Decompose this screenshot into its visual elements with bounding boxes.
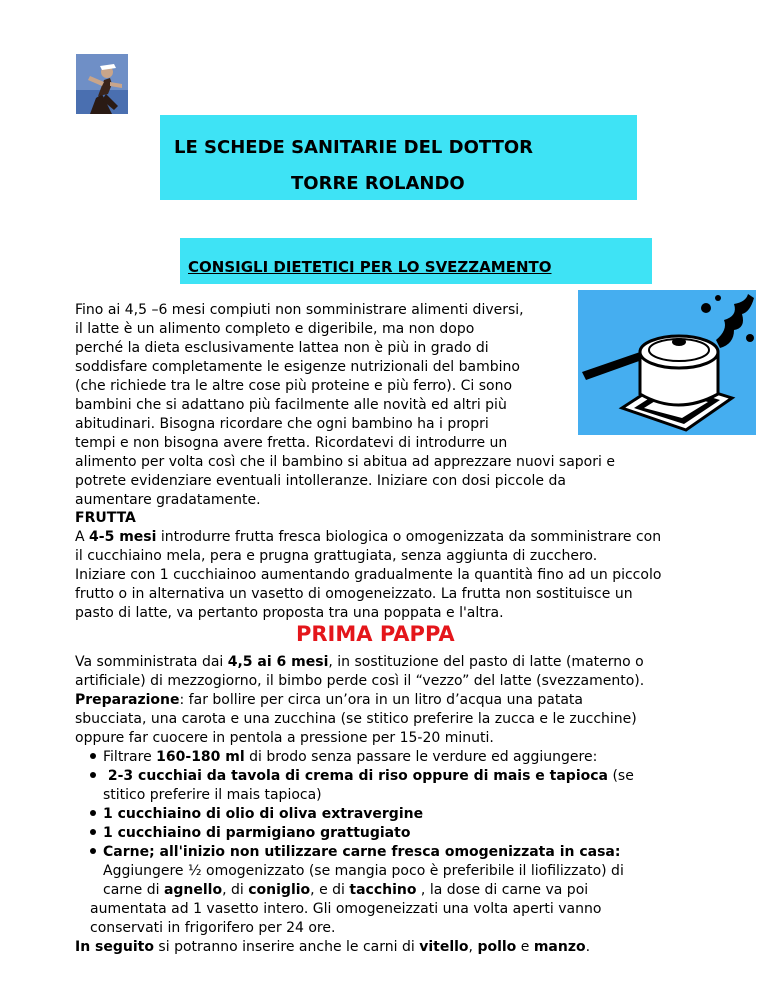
title-box — [160, 115, 637, 200]
intro-line: tempi e non bisogna avere fretta. Ricordatevi di introdurre un — [75, 435, 508, 451]
bullet-icon — [90, 810, 96, 816]
intro-line: aumentare gradatamente. — [75, 492, 261, 508]
intro-line: il latte è un alimento completo e digeribile, ma non dopo — [75, 321, 475, 337]
pappa-line: Preparazione: far bollire per circa un’ora in un litro d’acqua una patata — [75, 692, 583, 708]
intro-line: soddisfare completamente le esigenze nutrizionali del bambino — [75, 359, 520, 375]
pappa-line: oppure far cuocere in pentola a pressione per 15-20 minuti. — [75, 730, 494, 746]
intro-line: (che richiede tra le altre cose più proteine e più ferro). Ci sono — [75, 378, 513, 394]
intro-line: Fino ai 4,5 –6 mesi compiuti non somministrare alimenti diversi, — [75, 302, 524, 318]
bullet-icon — [90, 829, 96, 835]
subtitle-box — [180, 238, 652, 284]
intro-line: bambini che si adattano più facilmente alle novità ed altri più — [75, 397, 507, 413]
bullet-icon — [90, 772, 96, 778]
subtitle: CONSIGLI DIETETICI PER LO SVEZZAMENTO — [188, 258, 552, 276]
section-heading-prima-pappa: PRIMA PAPPA — [296, 622, 455, 646]
frutta-line: Iniziare con 1 cucchiainoo aumentando gradualmente la quantità fino ad un piccolo — [75, 567, 662, 583]
bullet-icon — [90, 753, 96, 759]
list-item-continuation: stitico preferire il mais tapioca) — [103, 787, 322, 803]
list-item: Carne; all'inizio non utilizzare carne fresca omogenizzata in casa: — [90, 843, 620, 862]
frutta-line: pasto di latte, va pertanto proposta tra una poppata e l'altra. — [75, 605, 504, 621]
list-item: 2-3 cucchiai da tavola di crema di riso oppure di mais e tapioca (se — [90, 767, 634, 786]
intro-line: alimento per volta così che il bambino si abitua ad apprezzare nuovi sapori e — [75, 454, 615, 470]
list-item-continuation: conservati in frigorifero per 24 ore. — [90, 920, 336, 936]
frutta-line: il cucchiaino mela, pera e prugna grattugiata, senza aggiunta di zucchero. — [75, 548, 598, 564]
list-item: Filtrare 160-180 ml di brodo senza passare le verdure ed aggiungere: — [90, 748, 597, 767]
list-item-continuation: carne di agnello, di coniglio, e di tacchino , la dose di carne va poi — [103, 882, 589, 898]
section-heading-frutta: FRUTTA — [75, 510, 136, 526]
frutta-line: frutto o in alternativa un vasetto di omogeneizzato. La frutta non sostituisce un — [75, 586, 633, 602]
list-item: 1 cucchiaino di olio di oliva extravergine — [90, 805, 423, 824]
intro-line: potrete evidenziare eventuali intolleranze. Iniziare con dosi piccole da — [75, 473, 566, 489]
frutta-line: A 4-5 mesi introdurre frutta fresca biologica o omogenizzata da somministrare con — [75, 529, 662, 545]
intro-line: perché la dieta esclusivamente lattea non è più in grado di — [75, 340, 489, 356]
bullet-icon — [90, 848, 96, 854]
logo-image — [76, 54, 128, 114]
page-title-line2: TORRE ROLANDO — [291, 173, 465, 194]
cooking-pot-image — [578, 290, 756, 435]
pappa-line: sbucciata, una carota e una zucchina (se stitico preferire la zucca e le zucchine) — [75, 711, 637, 727]
list-item-continuation: Aggiungere ½ omogenizzato (se mangia poco è preferibile il liofilizzato) di — [103, 863, 624, 879]
list-item: 1 cucchiaino di parmigiano grattugiato — [90, 824, 410, 843]
page-title-line1: LE SCHEDE SANITARIE DEL DOTTOR — [174, 137, 534, 158]
list-item-continuation: aumentata ad 1 vasetto intero. Gli omogeneizzati una volta aperti vanno — [90, 901, 602, 917]
intro-line: abitudinari. Bisogna ricordare che ogni bambino ha i propri — [75, 416, 489, 432]
pappa-closing-line: In seguito si potranno inserire anche le carni di vitello, pollo e manzo. — [75, 939, 591, 955]
pappa-line: Va somministrata dai 4,5 ai 6 mesi, in sostituzione del pasto di latte (materno o — [75, 654, 644, 670]
pappa-line: artificiale) di mezzogiorno, il bimbo perde così il “vezzo” del latte (svezzamento). — [75, 673, 645, 689]
